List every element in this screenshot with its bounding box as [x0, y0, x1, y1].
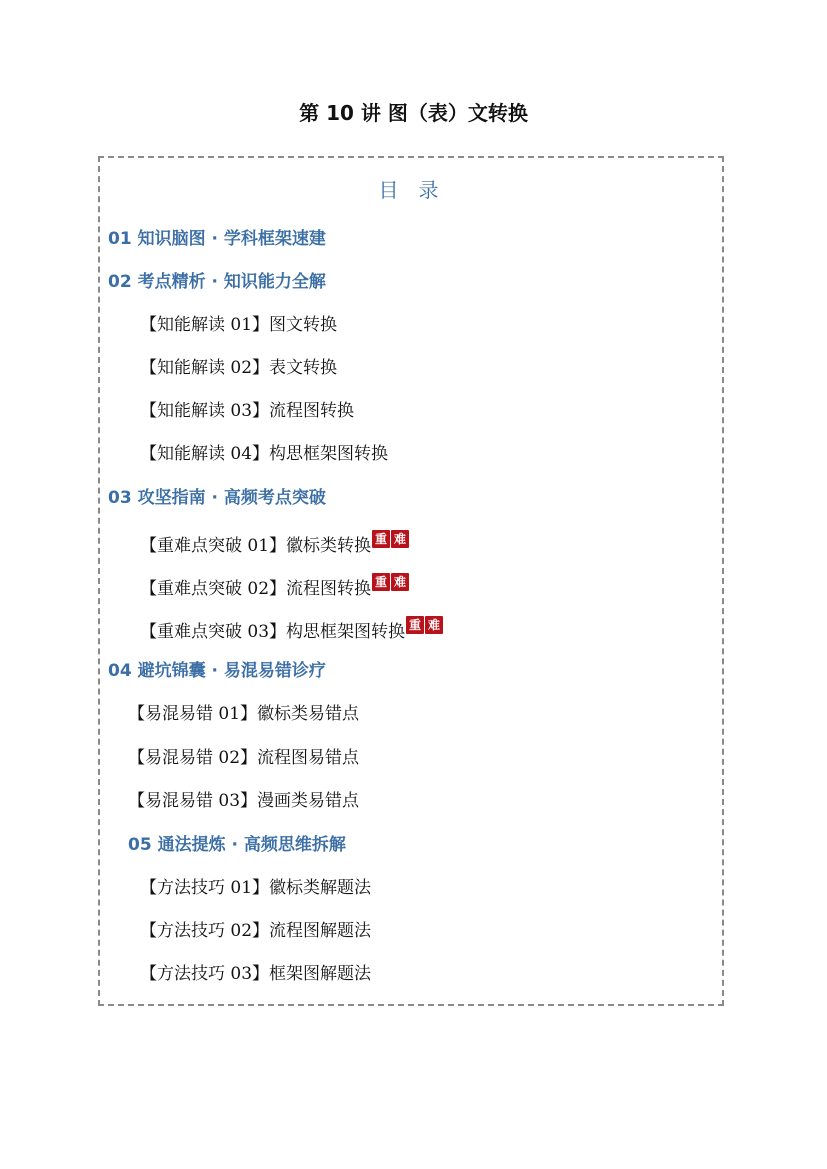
toc-section-02[interactable]: 02 考点精析 · 知识能力全解	[108, 272, 326, 292]
toc-item-label: 【重难点突破 01】徽标类转换	[140, 536, 372, 556]
toc-item-label: 【重难点突破 03】构思框架图转换	[140, 622, 406, 642]
toc-section-05[interactable]: 05 通法提炼 · 高频思维拆解	[128, 835, 346, 855]
toc-item-02-03[interactable]: 【知能解读 03】流程图转换	[140, 401, 355, 421]
toc-item-02-02[interactable]: 【知能解读 02】表文转换	[140, 358, 338, 378]
toc-item-03-02[interactable]	[140, 573, 409, 597]
key-point-badge: 重	[372, 530, 390, 548]
difficulty-badge: 难	[391, 573, 409, 591]
toc-item-04-02[interactable]: 【易混易错 02】流程图易错点	[128, 748, 360, 768]
toc-section-01[interactable]: 01 知识脑图 · 学科框架速建	[108, 229, 326, 249]
toc-item-02-04[interactable]: 【知能解读 04】构思框架图转换	[140, 444, 389, 464]
toc-item-03-03[interactable]	[140, 616, 443, 640]
toc-item-04-03[interactable]: 【易混易错 03】漫画类易错点	[128, 791, 360, 811]
toc-section-04[interactable]: 04 避坑锦囊 · 易混易错诊疗	[108, 661, 326, 681]
toc-heading: 目录	[378, 178, 459, 202]
difficulty-badge: 难	[391, 530, 409, 548]
toc-item-02-01[interactable]: 【知能解读 01】图文转换	[140, 315, 338, 335]
difficulty-badge: 难	[425, 616, 443, 634]
toc-item-05-01[interactable]: 【方法技巧 01】徽标类解题法	[140, 878, 372, 898]
toc-section-03[interactable]: 03 攻坚指南 · 高频考点突破	[108, 488, 326, 508]
key-point-badge: 重	[372, 573, 390, 591]
key-point-badge: 重	[406, 616, 424, 634]
document-title: 第 10 讲 图（表）文转换	[299, 101, 528, 125]
toc-item-03-01[interactable]	[140, 530, 409, 554]
toc-item-05-03[interactable]: 【方法技巧 03】框架图解题法	[140, 964, 372, 984]
toc-item-04-01[interactable]: 【易混易错 01】徽标类易错点	[128, 704, 360, 724]
toc-item-label: 【重难点突破 02】流程图转换	[140, 579, 372, 599]
toc-item-05-02[interactable]: 【方法技巧 02】流程图解题法	[140, 921, 372, 941]
